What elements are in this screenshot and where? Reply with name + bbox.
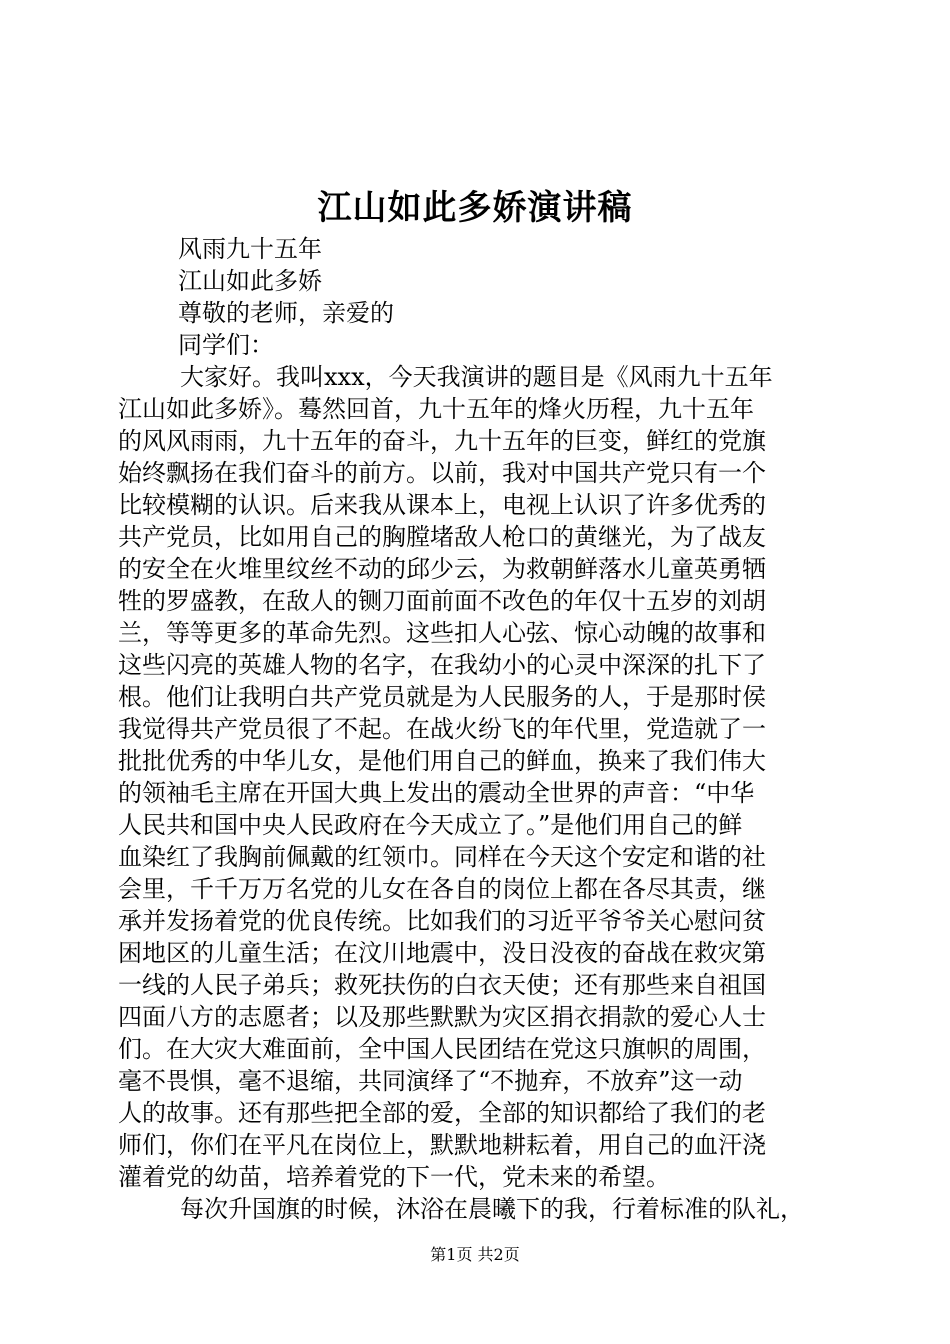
paragraph-line: 人的故事。还有那些把全部的爱，全部的知识都给了我们的老 xyxy=(118,1099,766,1127)
opening-line: 同学们： xyxy=(178,331,274,359)
paragraph-line: 四面八方的志愿者；以及那些默默为灾区捐衣捐款的爱心人士 xyxy=(118,1003,766,1031)
paragraph-line: 困地区的儿童生活；在汶川地震中，没日没夜的奋战在救灾第 xyxy=(118,939,766,967)
page-indicator: 第1页 共2页 xyxy=(430,1245,520,1264)
paragraph-line: 师们，你们在平凡在岗位上，默默地耕耘着，用自己的血汗浇 xyxy=(118,1131,766,1159)
paragraph-line: 兰，等等更多的革命先烈。这些扣人心弦、惊心动魄的故事和 xyxy=(118,619,766,647)
paragraph-line: 始终飘扬在我们奋斗的前方。以前，我对中国共产党只有一个 xyxy=(118,459,766,487)
paragraph-line: 们。在大灾大难面前，全中国人民团结在党这只旗帜的周围， xyxy=(118,1035,766,1063)
opening-line: 江山如此多娇 xyxy=(178,267,322,295)
paragraph-line: 的风风雨雨，九十五年的奋斗，九十五年的巨变，鲜红的党旗 xyxy=(118,427,766,455)
document-title: 江山如此多娇演讲稿 xyxy=(317,188,633,228)
paragraph-line: 批批优秀的中华儿女，是他们用自己的鲜血，换来了我们伟大 xyxy=(118,747,766,775)
paragraph-line: 血染红了我胸前佩戴的红领巾。同样在今天这个安定和谐的社 xyxy=(118,843,766,871)
paragraph-line: 承并发扬着党的优良传统。比如我们的习近平爷爷关心慰问贫 xyxy=(118,907,766,935)
opening-line: 尊敬的老师，亲爱的 xyxy=(178,299,394,327)
paragraph-line: 人民共和国中央人民政府在今天成立了。”是他们用自己的鲜 xyxy=(118,811,743,839)
paragraph-line: 这些闪亮的英雄人物的名字，在我幼小的心灵中深深的扎下了 xyxy=(118,651,766,679)
paragraph-line: 江山如此多娇》。蓦然回首，九十五年的烽火历程，九十五年 xyxy=(118,395,754,423)
paragraph-line: 大家好。我叫xxx，今天我演讲的题目是《风雨九十五年 xyxy=(180,363,773,391)
paragraph-line: 一线的人民子弟兵；救死扶伤的白衣天使；还有那些来自祖国 xyxy=(118,971,766,999)
paragraph-line: 共产党员，比如用自己的胸膛堵敌人枪口的黄继光，为了战友 xyxy=(118,523,766,551)
paragraph-line: 比较模糊的认识。后来我从课本上，电视上认识了许多优秀的 xyxy=(118,491,766,519)
paragraph-line: 牲的罗盛教，在敌人的铡刀面前面不改色的年仅十五岁的刘胡 xyxy=(118,587,766,615)
opening-line: 风雨九十五年 xyxy=(178,235,322,263)
paragraph-line: 每次升国旗的时候，沐浴在晨曦下的我，行着标准的队礼， xyxy=(180,1195,804,1223)
paragraph-line: 我觉得共产党员很了不起。在战火纷飞的年代里，党造就了一 xyxy=(118,715,766,743)
paragraph-line: 的安全在火堆里纹丝不动的邱少云，为救朝鲜落水儿童英勇牺 xyxy=(118,555,766,583)
document-body xyxy=(118,233,838,1225)
paragraph-line: 根。他们让我明白共产党员就是为人民服务的人，于是那时侯 xyxy=(118,683,766,711)
paragraph-line: 灌着党的幼苗，培养着党的下一代，党未来的希望。 xyxy=(118,1163,670,1191)
paragraph-line: 毫不畏惧，毫不退缩，共同演绎了“不抛弃，不放弃”这一动 xyxy=(118,1067,743,1095)
paragraph-line: 的领袖毛主席在开国大典上发出的震动全世界的声音：“中华 xyxy=(118,779,755,807)
paragraph-line: 会里，千千万万名党的儿女在各自的岗位上都在各尽其责，继 xyxy=(118,875,766,903)
